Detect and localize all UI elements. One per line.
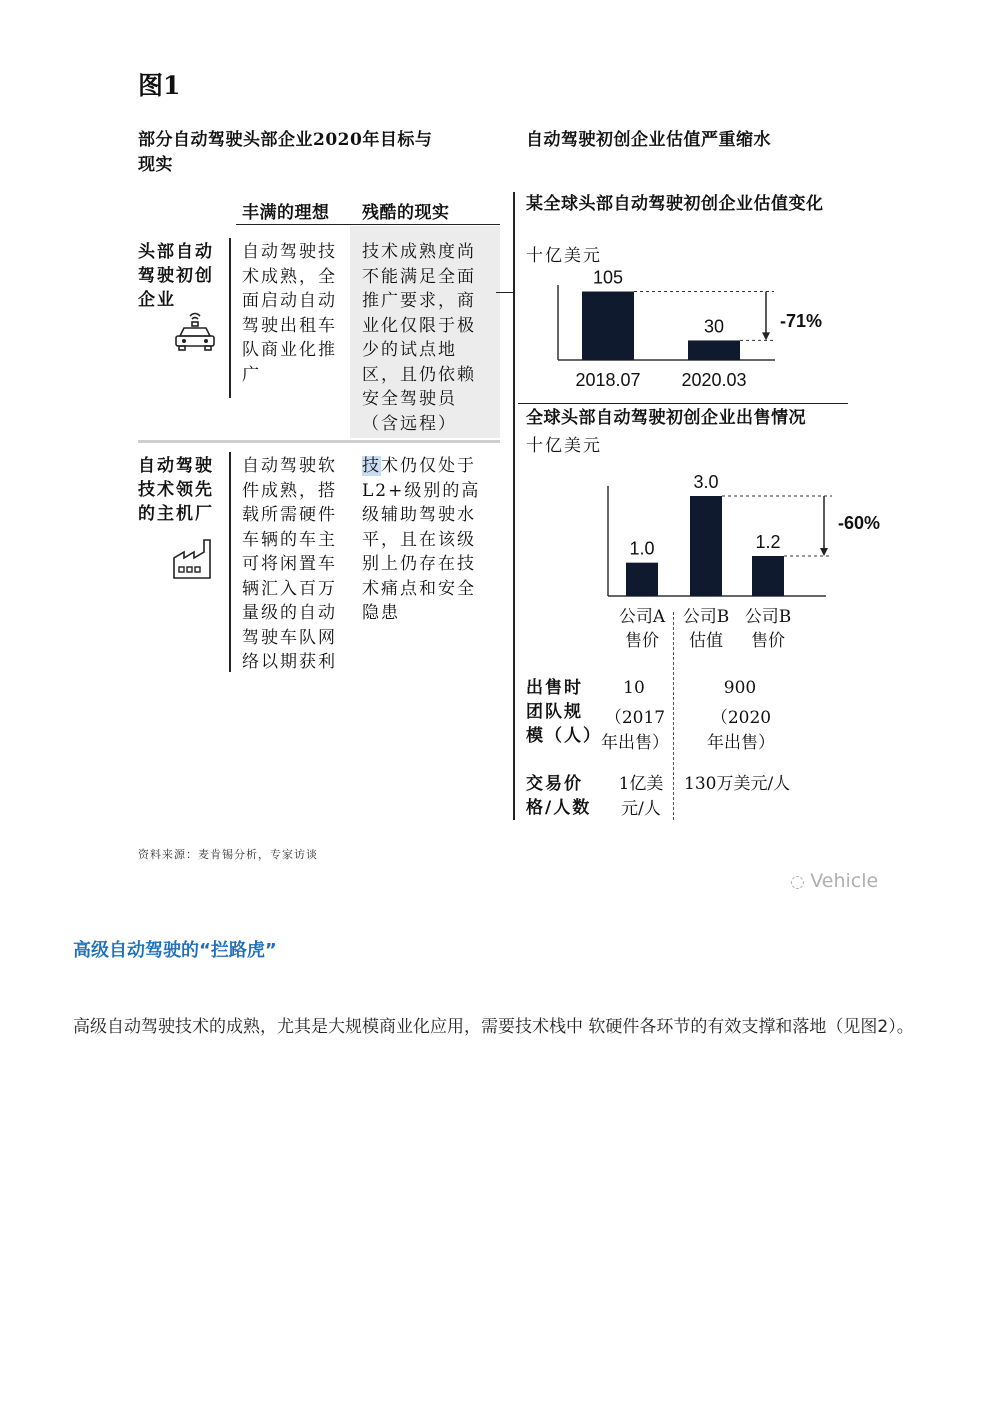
chart2-data-label-3: 1.2	[755, 532, 781, 552]
right-panel-rule	[513, 192, 515, 820]
row1-ideal: 自动驾驶技术成熟，全面启动自动驾驶出租车队商业化推广	[242, 242, 337, 385]
car-icon	[172, 308, 218, 354]
row2-reality	[362, 454, 494, 626]
row1-reality: 技术成熟度尚不能满足全面推广要求，商业化仅限于极少的试点地区，且仍依赖安全驾驶员（含远程）	[362, 242, 476, 434]
row2-ideal: 自动驾驶软件成熟，搭载所需硬件车辆的车主可将闲置车辆汇入百万量级的自动驾驶车队网络以期获利	[242, 456, 337, 672]
section-title: 高级自动驾驶的“拦路虎”	[73, 940, 277, 961]
team-size-b-note: （2020年出售）	[707, 708, 775, 753]
left-panel-heading: 部分自动驾驶头部企业2020年目标与现实	[138, 130, 433, 175]
valuation-chart	[520, 265, 850, 395]
chart1-category-label-1: 2018.07	[575, 370, 641, 390]
chart1-data-label-1: 105	[592, 267, 624, 288]
row-separator	[138, 440, 500, 443]
chart-separator	[518, 403, 848, 404]
chart2-category-label-2: 公司B	[682, 607, 730, 627]
header-rule	[236, 224, 500, 225]
chart2-data-label-2: 3.0	[693, 472, 719, 492]
watermark	[790, 870, 878, 892]
chart1-data-label-2: 30	[703, 316, 725, 337]
chart2-category-label-1: 公司A	[618, 607, 666, 627]
team-size-b: 900	[723, 678, 757, 698]
row1-divider	[229, 238, 231, 398]
row2-reality-rest: 术仍仅处于L2+级别的高级辅助驾驶水平，且在该级别上仍存在技术痛点和安全隐患	[362, 456, 481, 623]
team-size-a-note: （2017年出售）	[601, 708, 669, 753]
chart1-unit: 十亿美元	[526, 246, 602, 266]
table-dashed-divider	[673, 612, 674, 820]
row-label-startups: 头部自动驾驶初创企业	[138, 242, 214, 310]
chart2-category-label-3: 公司B	[744, 607, 792, 627]
chart2-category-label-1-line2: 售价	[625, 631, 659, 651]
chart1-change-arrowhead	[762, 332, 770, 340]
price-per-head-a: 1亿美元/人	[618, 774, 664, 819]
chart1-category-label-2: 2020.03	[681, 370, 747, 390]
chart2-change-label: -60%	[838, 513, 881, 533]
col-reality-header: 残酷的现实	[362, 203, 450, 223]
highlight-char: 技	[362, 456, 381, 476]
chart1-change-label: -71%	[780, 311, 823, 331]
chart2-change-arrowhead	[820, 548, 828, 556]
chart1-bar-2	[688, 340, 740, 360]
figure-title: 图1	[138, 71, 181, 100]
wechat-icon: ◌	[790, 872, 811, 892]
col-ideal-header: 丰满的理想	[242, 203, 330, 223]
chart2-category-label-2-line2: 估值	[689, 631, 723, 651]
row2-divider	[229, 452, 231, 672]
price-per-head-b: 130万美元/人	[684, 774, 791, 794]
factory-icon	[170, 536, 216, 582]
chart2-bar-3	[752, 556, 784, 596]
team-size-label: 出售时团队规模（人）	[526, 678, 602, 746]
row-label-oems: 自动驾驶技术领先的主机厂	[138, 456, 214, 524]
chart2-bar-2	[690, 496, 722, 596]
team-size-a: 10	[623, 678, 645, 698]
chart2-unit: 十亿美元	[526, 436, 602, 456]
chart2-title: 全球头部自动驾驶初创企业出售情况	[526, 408, 806, 428]
source-note: 资料来源：麦肯锡分析，专家访谈	[138, 848, 318, 861]
watermark-text: Vehicle	[810, 870, 879, 892]
chart2-category-label-3-line2: 售价	[751, 631, 785, 651]
chart1-title: 某全球头部自动驾驶初创企业估值变化	[526, 194, 824, 214]
right-panel-heading: 自动驾驶初创企业估值严重缩水	[526, 130, 771, 150]
chart2-data-label-1: 1.0	[629, 538, 655, 559]
panel-connector	[496, 292, 514, 293]
sale-chart	[520, 462, 881, 662]
body-paragraph: 高级自动驾驶技术的成熟，尤其是大规模商业化应用，需要技术栈中 软硬件各环节的有效支撑和落地（见图2）。	[73, 1017, 914, 1037]
chart1-bar-1	[582, 292, 634, 360]
chart2-bar-1	[626, 563, 658, 596]
price-per-head-label: 交易价格/人数	[526, 774, 592, 818]
